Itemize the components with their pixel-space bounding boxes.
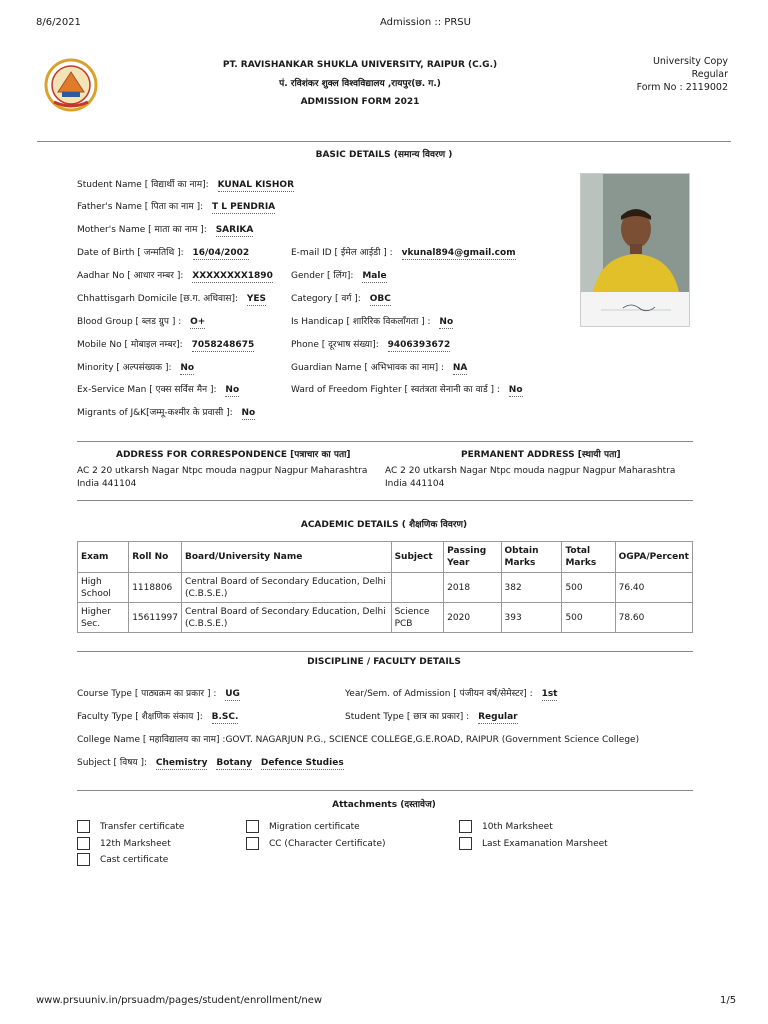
blood-group-value: O+: [190, 317, 206, 327]
domicile-label: Chhattisgarh Domicile [छ.ग. अधिवास]:: [77, 294, 239, 304]
table-row: [78, 573, 693, 603]
category-value: OBC: [369, 294, 391, 304]
attachment-label: Last Examanation Marsheet: [482, 838, 608, 849]
dob-label: Date of Birth [ जन्मतिथि ]:: [77, 248, 184, 258]
gender-value: Male: [362, 271, 387, 281]
student-type-value: Regular: [478, 712, 518, 722]
guardian-row: [291, 360, 467, 373]
faculty-type-row: [77, 709, 238, 722]
guardian-label: Guardian Name [ अभिभावक का नाम] :: [291, 363, 444, 373]
column-header: Exam: [78, 542, 129, 573]
table-cell: Science PCB: [391, 603, 444, 633]
student-name-value: KUNAL KISHOR: [217, 180, 295, 190]
mother-name-value: SARIKA: [215, 225, 254, 235]
print-date: 8/6/2021: [36, 17, 81, 28]
admission-type: Regular: [691, 69, 728, 80]
column-header: Roll No: [129, 542, 182, 573]
mobile-row: [77, 337, 254, 350]
attachment-transfer-certificate[interactable]: [77, 820, 184, 833]
blood-group-label: Blood Group [ ब्लड ग्रुप ] :: [77, 317, 182, 327]
mobile-value: 7058248675: [191, 340, 255, 350]
father-name-value: T L PENDRIA: [212, 202, 276, 212]
table-cell: [391, 573, 444, 603]
college-name: College Name [ महाविद्यालय का नाम] :GOVT. NAGARJUN P.G., SCIENCE COLLEGE,G.E.ROAD, RAIPUR (Government Science College): [77, 735, 640, 745]
print-title: Admission :: PRSU: [380, 17, 471, 28]
column-header: Passing Year: [444, 542, 501, 573]
domicile-value: YES: [246, 294, 267, 304]
form-number: Form No : 2119002: [636, 82, 728, 93]
mother-name-label: Mother's Name [ माता का नाम ]:: [77, 225, 207, 235]
minority-value: No: [180, 363, 195, 373]
ex-service-value: No: [225, 385, 240, 395]
freedom-fighter-value: No: [508, 385, 523, 395]
domicile-row: [77, 291, 266, 304]
table-cell: 1118806: [129, 573, 182, 603]
attachment-12th-marksheet[interactable]: [77, 837, 171, 850]
checkbox[interactable]: [459, 820, 472, 833]
academic-details-title: ACADEMIC DETAILS ( शैक्षणिक विवरण): [300, 520, 468, 530]
father-name-label: Father's Name [ पिता का नाम ]:: [77, 202, 204, 212]
attachment-label: Migration certificate: [269, 821, 360, 832]
university-name-en: PT. RAVISHANKAR SHUKLA UNIVERSITY, RAIPUR (C.G.): [222, 60, 498, 70]
mobile-label: Mobile No [ मोबाइल नम्बर]:: [77, 340, 183, 350]
attachment-label: Cast certificate: [100, 854, 169, 865]
subject-value: Defence Studies: [260, 758, 344, 768]
divider: [77, 651, 693, 652]
mother-name-row: [77, 222, 253, 235]
course-type-label: Course Type [ पाठ्यक्रम का प्रकार ] :: [77, 689, 217, 699]
basic-details-title: BASIC DETAILS (समान्य विवरण ): [315, 150, 453, 160]
academic-table: [77, 541, 693, 633]
table-cell: 15611997: [129, 603, 182, 633]
print-page-number: 1/5: [720, 995, 737, 1006]
dob-row: [77, 245, 249, 258]
table-cell: 76.40: [615, 573, 692, 603]
phone-row: [291, 337, 450, 350]
handicap-row: [291, 314, 453, 327]
attachments-title: Attachments (दस्तावेज): [332, 800, 436, 810]
permanent-address: AC 2 20 utkarsh Nagar Ntpc mouda nagpur Nagpur Maharashtra India 441104: [385, 466, 676, 489]
table-cell: 500: [562, 573, 615, 603]
handicap-label: Is Handicap [ शारिरिक विकलाँगता ] :: [291, 317, 431, 327]
table-cell: 393: [501, 603, 562, 633]
table-cell: Central Board of Secondary Education, Delhi (C.B.S.E.): [182, 573, 392, 603]
category-row: [291, 291, 391, 304]
category-label: Category [ वर्ग ]:: [291, 294, 361, 304]
checkbox[interactable]: [77, 820, 90, 833]
freedom-fighter-row: [291, 382, 523, 395]
course-type-value: UG: [225, 689, 240, 699]
table-cell: 2020: [444, 603, 501, 633]
column-header: Board/University Name: [182, 542, 392, 573]
column-header: Total Marks: [562, 542, 615, 573]
divider: [37, 141, 731, 142]
checkbox[interactable]: [246, 837, 259, 850]
table-cell: 500: [562, 603, 615, 633]
phone-value: 9406393672: [387, 340, 451, 350]
gender-label: Gender [ लिंग]:: [291, 271, 354, 281]
student-photo: [580, 173, 690, 327]
divider: [77, 441, 693, 442]
dob-value: 16/04/2002: [192, 248, 250, 258]
attachment-label: CC (Character Certificate): [269, 838, 386, 849]
student-type-label: Student Type [ छात्र का प्रकार] :: [345, 712, 470, 722]
attachment-character-certificate[interactable]: [246, 837, 386, 850]
aadhar-label: Aadhar No [ आधार नम्बर ]:: [77, 271, 184, 281]
gender-row: [291, 268, 387, 281]
admission-year-label: Year/Sem. of Admission [ पंजीयन वर्ष/सेमेस्टर] :: [345, 689, 533, 699]
guardian-value: NA: [452, 363, 468, 373]
student-type-row: [345, 709, 518, 722]
checkbox[interactable]: [246, 820, 259, 833]
university-logo-icon: [40, 58, 102, 112]
admission-year-row: [345, 686, 557, 699]
ex-service-row: [77, 382, 239, 395]
divider: [77, 500, 693, 501]
migrant-row: [77, 405, 255, 418]
table-cell: 382: [501, 573, 562, 603]
course-type-row: [77, 686, 240, 699]
print-url: www.prsuuniv.in/prsuadm/pages/student/enrollment/new: [36, 995, 323, 1006]
admission-year-value: 1st: [541, 689, 558, 699]
university-header: [180, 60, 540, 107]
subject-row: [77, 755, 344, 768]
attachment-label: 10th Marksheet: [482, 821, 553, 832]
correspondence-address: AC 2 20 utkarsh Nagar Ntpc mouda nagpur Nagpur Maharashtra India 441104: [77, 466, 368, 489]
subject-value: Botany: [216, 758, 253, 768]
copy-type: University Copy: [652, 56, 728, 67]
minority-label: Minority [ अल्पसंख्यक ]:: [77, 363, 172, 373]
form-title: ADMISSION FORM 2021: [300, 97, 420, 107]
copy-info: [637, 55, 728, 94]
aadhar-value: XXXXXXXX1890: [192, 271, 273, 281]
student-name-label: Student Name [ विद्यार्थी का नाम]:: [77, 180, 209, 190]
university-name-hi: पं. रविशंकर शुक्ल विश्वविद्यालय ,रायपुर(छ. ग.): [279, 79, 441, 89]
aadhar-row: [77, 268, 273, 281]
student-name-row: [77, 177, 294, 190]
table-cell: High School: [78, 573, 129, 603]
attachment-cast-certificate[interactable]: [77, 853, 168, 866]
table-cell: 2018: [444, 573, 501, 603]
minority-row: [77, 360, 194, 373]
email-value: vkunal894@gmail.com: [401, 248, 516, 258]
correspondence-address-title: ADDRESS FOR CORRESPONDENCE [पत्राचार का पता]: [116, 450, 351, 460]
checkbox[interactable]: [459, 837, 472, 850]
academic-table-header: [78, 542, 693, 573]
attachment-migration-certificate[interactable]: [246, 820, 360, 833]
table-row: [78, 603, 693, 633]
subject-value: Chemistry: [155, 758, 208, 768]
divider: [77, 790, 693, 791]
blood-group-row: [77, 314, 205, 327]
attachment-label: 12th Marksheet: [100, 838, 171, 849]
freedom-fighter-label: Ward of Freedom Fighter [ स्वतंत्रता सेनानी का वार्ड ] :: [291, 385, 500, 395]
email-row: [291, 245, 516, 258]
column-header: OGPA/Percent: [615, 542, 692, 573]
father-name-row: [77, 199, 275, 212]
table-cell: Central Board of Secondary Education, Delhi (C.B.S.E.): [182, 603, 392, 633]
column-header: Subject: [391, 542, 444, 573]
checkbox[interactable]: [77, 837, 90, 850]
attachment-last-exam-marksheet[interactable]: [459, 837, 608, 850]
phone-label: Phone [ दूरभाष संख्या]:: [291, 340, 379, 350]
faculty-type-value: B.SC.: [211, 712, 239, 722]
permanent-address-title: PERMANENT ADDRESS [स्थायी पता]: [461, 450, 621, 460]
attachment-10th-marksheet[interactable]: [459, 820, 553, 833]
email-label: E-mail ID [ ईमेल आईडी ] :: [291, 248, 393, 258]
table-cell: Higher Sec.: [78, 603, 129, 633]
discipline-title: DISCIPLINE / FACULTY DETAILS: [307, 657, 461, 667]
ex-service-label: Ex-Service Man [ एक्स सर्विस मैन ]:: [77, 385, 217, 395]
migrant-value: No: [241, 408, 256, 418]
handicap-value: No: [439, 317, 454, 327]
checkbox[interactable]: [77, 853, 90, 866]
table-cell: 78.60: [615, 603, 692, 633]
subject-label: Subject [ विषय ]:: [77, 758, 148, 768]
faculty-type-label: Faculty Type [ शैक्षणिक संकाय ]:: [77, 712, 203, 722]
migrant-label: Migrants of J&K[जम्मू-कश्मीर के प्रवासी ]:: [77, 408, 233, 418]
column-header: Obtain Marks: [501, 542, 562, 573]
attachment-label: Transfer certificate: [100, 821, 185, 832]
